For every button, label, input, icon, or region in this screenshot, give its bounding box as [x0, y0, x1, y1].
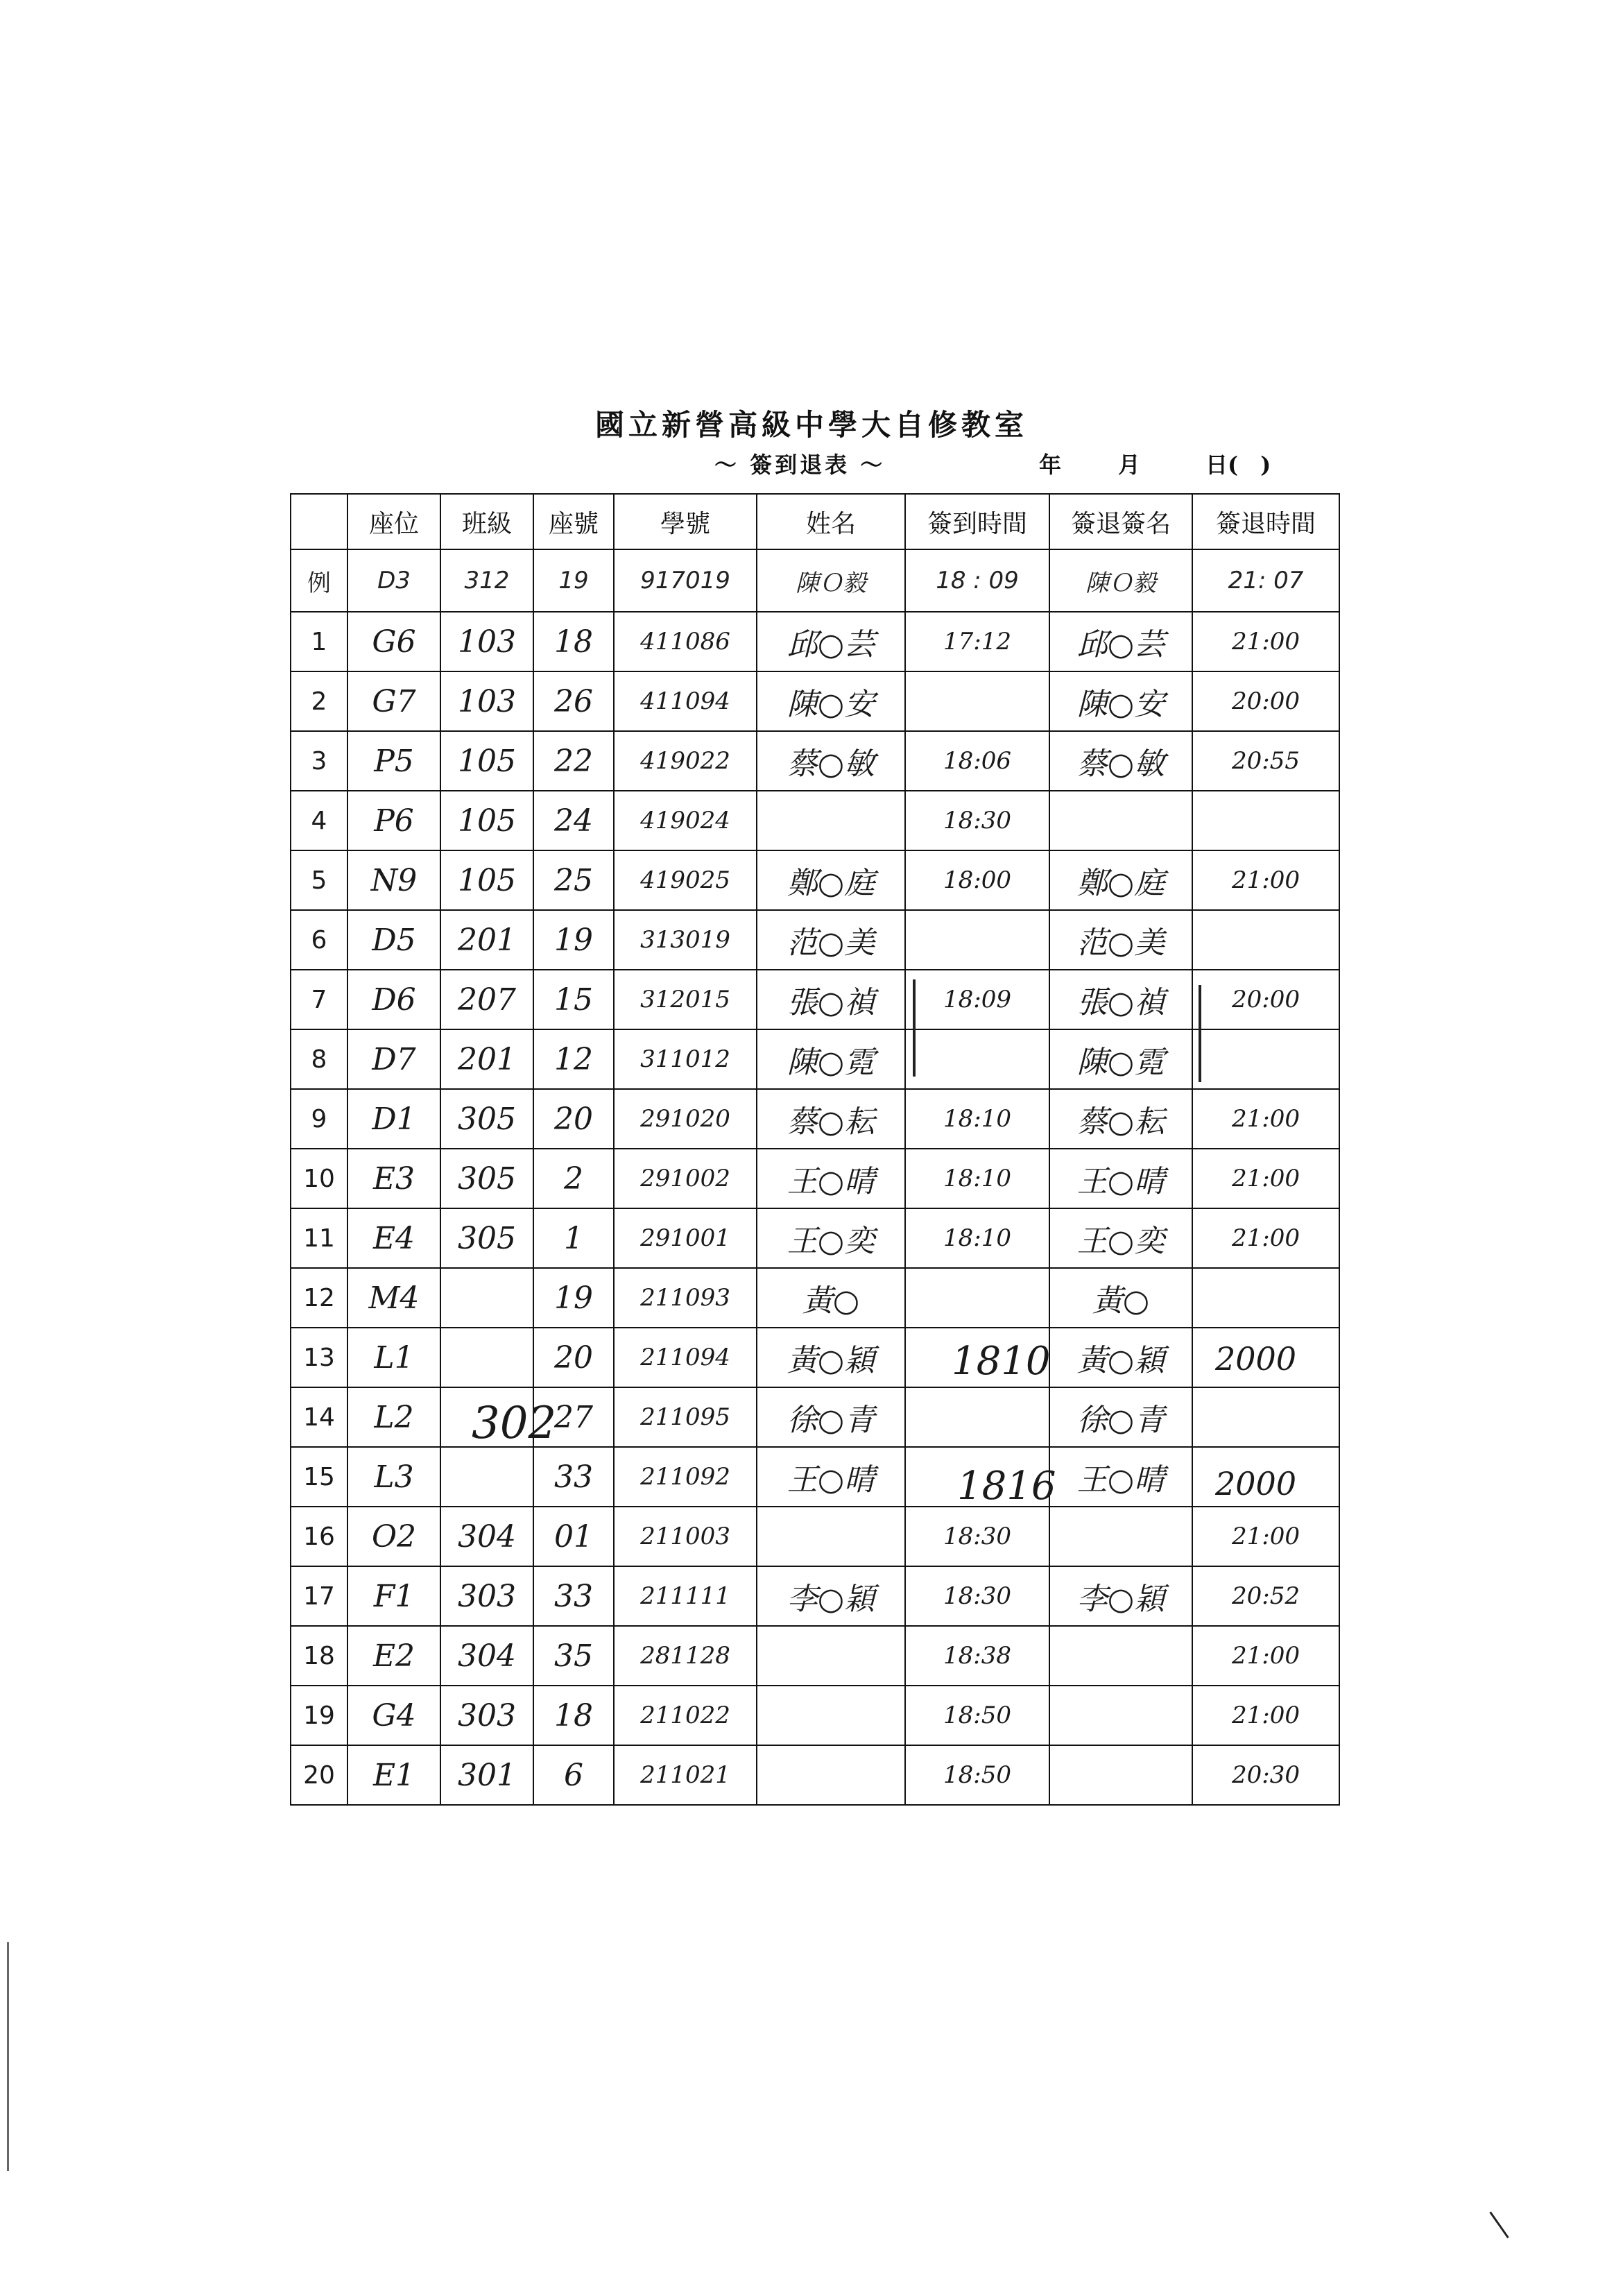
name-cell: 張○禎: [757, 970, 905, 1029]
class-cell: 105: [440, 731, 533, 791]
student-id-cell: 211111: [614, 1566, 757, 1626]
table-row: [291, 850, 1339, 910]
table-row: [291, 1387, 1339, 1447]
seat-no-cell: 18: [533, 1686, 614, 1745]
seat-no-cell: 25: [533, 850, 614, 910]
sign-out-cell: 21:00: [1192, 1208, 1339, 1268]
table-row: [291, 612, 1339, 671]
seat-cell: E4: [347, 1208, 440, 1268]
sign-out-cell: 20:00: [1192, 671, 1339, 731]
seat-no-cell: 01: [533, 1507, 614, 1566]
seat-cell: D3: [347, 549, 440, 612]
seat-no-cell: 2: [533, 1149, 614, 1208]
pen-mark: [1489, 2211, 1509, 2238]
name-cell: [757, 791, 905, 850]
name-cell: 邱○芸: [757, 612, 905, 671]
table-row: [291, 1745, 1339, 1805]
sign-out-name-cell: 范○美: [1049, 910, 1192, 970]
row-number: 20: [291, 1745, 347, 1805]
seat-cell: O2: [347, 1507, 440, 1566]
example-row: [291, 549, 1339, 612]
sign-out-name-cell: 鄭○庭: [1049, 850, 1192, 910]
seat-no-cell: 22: [533, 731, 614, 791]
class-cell: 305: [440, 1149, 533, 1208]
bracket-stroke: [1199, 985, 1201, 1082]
seat-cell: E1: [347, 1745, 440, 1805]
seat-no-cell: 19: [533, 910, 614, 970]
sign-out-name-cell: 王○奕: [1049, 1208, 1192, 1268]
sign-out-cell: 20:55: [1192, 731, 1339, 791]
scan-edge-line: [7, 1942, 9, 2171]
table-row: [291, 1089, 1339, 1149]
table-row: [291, 1566, 1339, 1626]
row-number: 5: [291, 850, 347, 910]
table-row: [291, 791, 1339, 850]
sign-out-name-cell: 張○禎: [1049, 970, 1192, 1029]
row-number: 10: [291, 1149, 347, 1208]
sign-in-cell: [905, 671, 1049, 731]
sign-out-name-cell: [1049, 791, 1192, 850]
sign-out-cell: 21:00: [1192, 1507, 1339, 1566]
col-header-seat: 座位: [347, 494, 440, 549]
student-id-cell: 211093: [614, 1268, 757, 1328]
sign-out-name-cell: 黃○穎: [1049, 1328, 1192, 1387]
sign-out-cell: [1192, 791, 1339, 850]
group-sign-out-b: 2000: [1215, 1465, 1297, 1502]
class-cell: 304: [440, 1507, 533, 1566]
class-cell: 305: [440, 1089, 533, 1149]
seat-no-cell: 27: [533, 1387, 614, 1447]
row-number: 2: [291, 671, 347, 731]
class-cell: 305: [440, 1208, 533, 1268]
sign-out-cell: [1192, 1387, 1339, 1447]
seat-cell: D6: [347, 970, 440, 1029]
table-row: [291, 1626, 1339, 1686]
student-id-cell: 281128: [614, 1626, 757, 1686]
student-id-cell: 211092: [614, 1447, 757, 1507]
name-cell: 黃○: [757, 1268, 905, 1328]
seat-cell: G4: [347, 1686, 440, 1745]
seat-cell: N9: [347, 850, 440, 910]
name-cell: [757, 1626, 905, 1686]
sign-out-cell: [1192, 1268, 1339, 1328]
seat-cell: D1: [347, 1089, 440, 1149]
name-cell: 陳Ｏ毅: [757, 549, 905, 612]
name-cell: 范○美: [757, 910, 905, 970]
sign-in-cell: 18:30: [905, 791, 1049, 850]
class-cell: 201: [440, 910, 533, 970]
seat-no-cell: 20: [533, 1328, 614, 1387]
sign-out-name-cell: 徐○青: [1049, 1387, 1192, 1447]
name-cell: 蔡○耘: [757, 1089, 905, 1149]
table-row: [291, 671, 1339, 731]
class-cell: 303: [440, 1566, 533, 1626]
seat-cell: P5: [347, 731, 440, 791]
sign-in-cell: 18:30: [905, 1507, 1049, 1566]
student-id-cell: 419025: [614, 850, 757, 910]
sign-in-cell: 18:38: [905, 1626, 1049, 1686]
seat-no-cell: 12: [533, 1029, 614, 1089]
sign-in-cell: 18:50: [905, 1686, 1049, 1745]
sign-out-cell: 21:00: [1192, 1089, 1339, 1149]
group-sign-out-a: 2000: [1215, 1340, 1297, 1378]
class-cell: 304: [440, 1626, 533, 1686]
row-number: 例: [291, 549, 347, 612]
name-cell: 黃○穎: [757, 1328, 905, 1387]
sign-in-table: [290, 493, 1340, 1806]
seat-cell: E2: [347, 1626, 440, 1686]
col-header-no: [291, 494, 347, 549]
sign-out-name-cell: 李○穎: [1049, 1566, 1192, 1626]
sign-out-name-cell: [1049, 1686, 1192, 1745]
seat-no-cell: 24: [533, 791, 614, 850]
name-cell: 徐○青: [757, 1387, 905, 1447]
name-cell: 王○晴: [757, 1447, 905, 1507]
header-row: [291, 494, 1339, 549]
sign-in-cell: 18:30: [905, 1566, 1049, 1626]
sign-out-name-cell: 王○晴: [1049, 1149, 1192, 1208]
bracket-stroke: [913, 979, 916, 1077]
seat-cell: D7: [347, 1029, 440, 1089]
seat-cell: D5: [347, 910, 440, 970]
sign-out-name-cell: 陳○霓: [1049, 1029, 1192, 1089]
name-cell: 陳○安: [757, 671, 905, 731]
col-header-sign-out: 簽退時間: [1192, 494, 1339, 549]
sign-in-cell: 18:06: [905, 731, 1049, 791]
sign-out-name-cell: [1049, 1626, 1192, 1686]
class-cell: 105: [440, 791, 533, 850]
col-header-class: 班級: [440, 494, 533, 549]
row-number: 8: [291, 1029, 347, 1089]
student-id-cell: 917019: [614, 549, 757, 612]
row-number: 16: [291, 1507, 347, 1566]
sign-out-name-cell: 陳○安: [1049, 671, 1192, 731]
student-id-cell: 419024: [614, 791, 757, 850]
seat-no-cell: 19: [533, 549, 614, 612]
seat-cell: M4: [347, 1268, 440, 1328]
sign-out-cell: [1192, 910, 1339, 970]
col-header-seat-no: 座號: [533, 494, 614, 549]
row-number: 1: [291, 612, 347, 671]
row-number: 11: [291, 1208, 347, 1268]
table-row: [291, 1507, 1339, 1566]
seat-cell: F1: [347, 1566, 440, 1626]
seat-no-cell: 33: [533, 1447, 614, 1507]
sign-out-cell: 21:00: [1192, 1626, 1339, 1686]
form-subtitle: ～ 簽到退表 ～: [714, 452, 886, 478]
student-id-cell: 211022: [614, 1686, 757, 1745]
table-row: [291, 970, 1339, 1029]
sign-out-cell: 20:00: [1192, 970, 1339, 1029]
year-label: 年: [1039, 452, 1062, 478]
sign-out-cell: 20:30: [1192, 1745, 1339, 1805]
sign-in-cell: 18:10: [905, 1089, 1049, 1149]
row-number: 19: [291, 1686, 347, 1745]
seat-no-cell: 6: [533, 1745, 614, 1805]
sign-out-cell: 21:00: [1192, 850, 1339, 910]
sign-out-name-cell: 蔡○敏: [1049, 731, 1192, 791]
sign-in-cell: 18:10: [905, 1208, 1049, 1268]
student-id-cell: 411094: [614, 671, 757, 731]
sign-out-name-cell: 陳Ｏ毅: [1049, 549, 1192, 612]
name-cell: 蔡○敏: [757, 731, 905, 791]
sign-out-cell: 21:00: [1192, 1686, 1339, 1745]
table-row: [291, 1268, 1339, 1328]
seat-no-cell: 19: [533, 1268, 614, 1328]
student-id-cell: 411086: [614, 612, 757, 671]
sign-in-cell: 18:50: [905, 1745, 1049, 1805]
sign-in-cell: 18 : 09: [905, 549, 1049, 612]
col-header-name: 姓名: [757, 494, 905, 549]
class-cell: 207: [440, 970, 533, 1029]
form-title: 國立新營高級中學大自修教室: [594, 408, 1028, 442]
sign-out-cell: 21:00: [1192, 612, 1339, 671]
seat-no-cell: 26: [533, 671, 614, 731]
student-id-cell: 211094: [614, 1328, 757, 1387]
name-cell: 李○穎: [757, 1566, 905, 1626]
seat-cell: E3: [347, 1149, 440, 1208]
table-row: [291, 1029, 1339, 1089]
class-cell: 301: [440, 1745, 533, 1805]
sign-out-name-cell: [1049, 1745, 1192, 1805]
student-id-cell: 313019: [614, 910, 757, 970]
row-number: 3: [291, 731, 347, 791]
table-row: [291, 1686, 1339, 1745]
class-cell: 105: [440, 850, 533, 910]
table-row: [291, 1149, 1339, 1208]
class-cell: 303: [440, 1686, 533, 1745]
row-number: 9: [291, 1089, 347, 1149]
sign-out-name-cell: 蔡○耘: [1049, 1089, 1192, 1149]
sign-in-cell: [905, 910, 1049, 970]
class-cell: [440, 1268, 533, 1328]
seat-cell: P6: [347, 791, 440, 850]
row-number: 17: [291, 1566, 347, 1626]
row-number: 12: [291, 1268, 347, 1328]
seat-no-cell: 15: [533, 970, 614, 1029]
col-header-sign-out-name: 簽退簽名: [1049, 494, 1192, 549]
student-id-cell: 211003: [614, 1507, 757, 1566]
sign-out-name-cell: 黃○: [1049, 1268, 1192, 1328]
seat-cell: L1: [347, 1328, 440, 1387]
class-cell: 201: [440, 1029, 533, 1089]
group-sign-in-b: 1816: [957, 1464, 1056, 1509]
student-id-cell: 291020: [614, 1089, 757, 1149]
row-number: 15: [291, 1447, 347, 1507]
sign-out-cell: 21:00: [1192, 1149, 1339, 1208]
sign-in-cell: 18:10: [905, 1149, 1049, 1208]
name-cell: [757, 1507, 905, 1566]
sign-out-cell: [1192, 1029, 1339, 1089]
sign-in-cell: [905, 1268, 1049, 1328]
seat-cell: G6: [347, 612, 440, 671]
name-cell: 陳○霓: [757, 1029, 905, 1089]
sign-in-cell: [905, 1029, 1049, 1089]
col-header-sign-in: 簽到時間: [905, 494, 1049, 549]
table-row: [291, 1208, 1339, 1268]
class-cell: 312: [440, 549, 533, 612]
row-number: 7: [291, 970, 347, 1029]
class-cell: 103: [440, 671, 533, 731]
student-id-cell: 211021: [614, 1745, 757, 1805]
seat-cell: L3: [347, 1447, 440, 1507]
row-number: 4: [291, 791, 347, 850]
table-row: [291, 1447, 1339, 1507]
sign-out-name-cell: [1049, 1507, 1192, 1566]
student-id-cell: 419022: [614, 731, 757, 791]
name-cell: [757, 1686, 905, 1745]
name-cell: 王○奕: [757, 1208, 905, 1268]
class-cell: [440, 1328, 533, 1387]
name-cell: 王○晴: [757, 1149, 905, 1208]
seat-no-cell: 18: [533, 612, 614, 671]
seat-no-cell: 35: [533, 1626, 614, 1686]
month-label: 月: [1118, 452, 1141, 478]
row-number: 14: [291, 1387, 347, 1447]
sign-out-cell: 21: 07: [1192, 549, 1339, 612]
sign-out-cell: 20:52: [1192, 1566, 1339, 1626]
seat-cell: L2: [347, 1387, 440, 1447]
student-id-cell: 211095: [614, 1387, 757, 1447]
table-row: [291, 731, 1339, 791]
class-cell: [440, 1447, 533, 1507]
day-label: 日( ): [1205, 452, 1271, 478]
sign-in-cell: 17:12: [905, 612, 1049, 671]
row-number: 13: [291, 1328, 347, 1387]
student-id-cell: 311012: [614, 1029, 757, 1089]
sign-in-cell: 18:09: [905, 970, 1049, 1029]
seat-no-cell: 1: [533, 1208, 614, 1268]
col-header-student-id: 學號: [614, 494, 757, 549]
table-row: [291, 910, 1339, 970]
seat-no-cell: 20: [533, 1089, 614, 1149]
name-cell: [757, 1745, 905, 1805]
group-sign-in-a: 1810: [952, 1339, 1051, 1384]
name-cell: 鄭○庭: [757, 850, 905, 910]
class-cell: 103: [440, 612, 533, 671]
sign-out-name-cell: 邱○芸: [1049, 612, 1192, 671]
sign-in-cell: [905, 1387, 1049, 1447]
group-class-mark: 302: [472, 1398, 557, 1449]
table-row: [291, 1328, 1339, 1387]
student-id-cell: 312015: [614, 970, 757, 1029]
seat-no-cell: 33: [533, 1566, 614, 1626]
student-id-cell: 291002: [614, 1149, 757, 1208]
row-number: 6: [291, 910, 347, 970]
sign-out-name-cell: 王○晴: [1049, 1447, 1192, 1507]
seat-cell: G7: [347, 671, 440, 731]
row-number: 18: [291, 1626, 347, 1686]
student-id-cell: 291001: [614, 1208, 757, 1268]
sign-in-cell: 18:00: [905, 850, 1049, 910]
